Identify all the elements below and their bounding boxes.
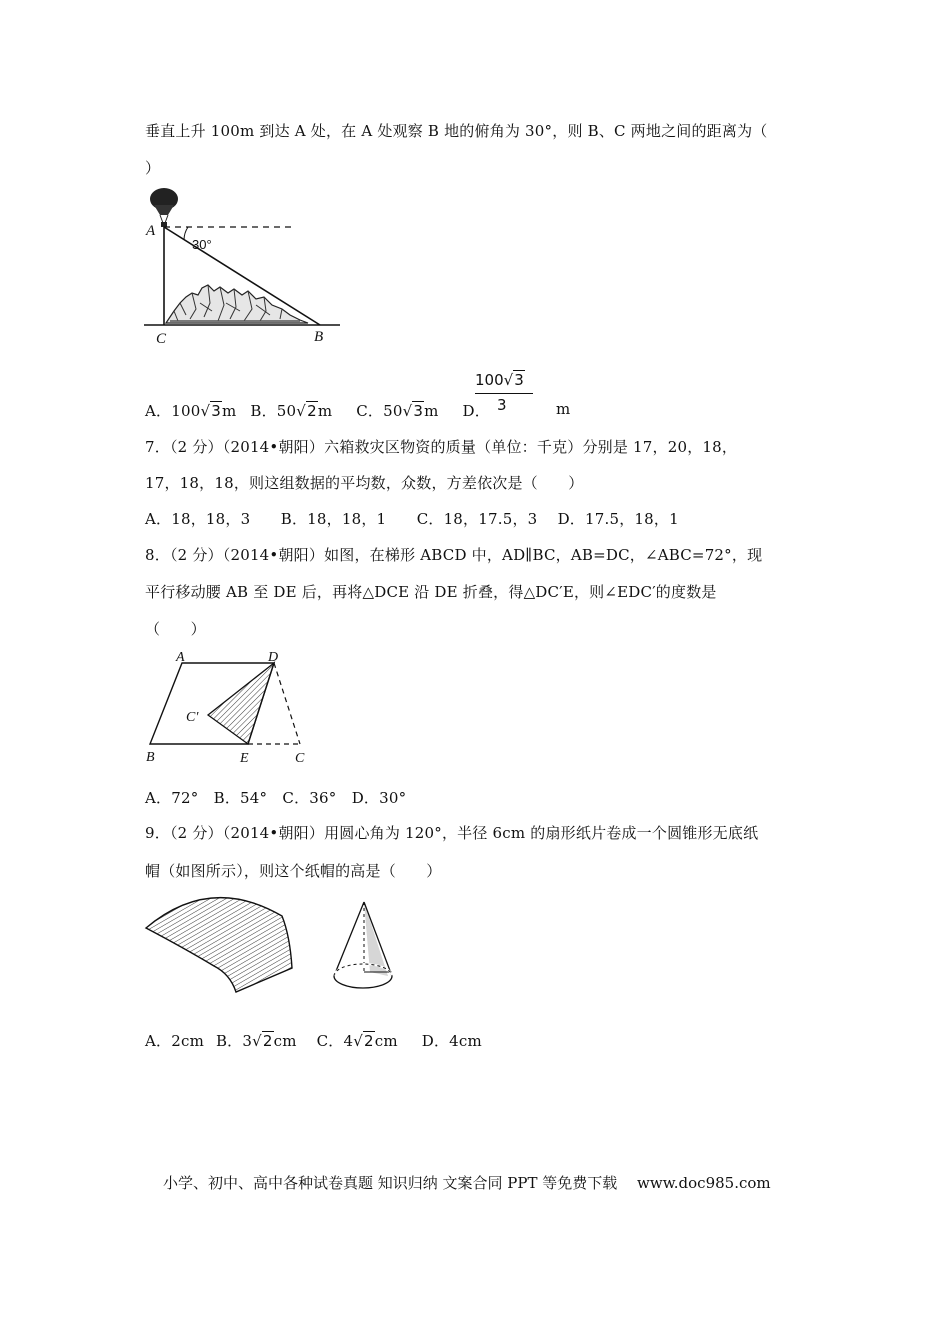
q6-option-a-unit: m	[221, 402, 237, 420]
q9-options	[145, 1030, 482, 1051]
triangle-dc-prime-e	[208, 663, 274, 744]
sqrt-icon: √	[200, 402, 211, 420]
q8-options: A．72° B．54° C．36° D．30°	[145, 789, 407, 807]
q9-option-c-rad: 2	[364, 1032, 374, 1050]
q8-line1: 8．（2 分）（2014•朝阳）如图，在梯形 ABCD 中，AD∥BC，AB=DC，∠ABC=72°，现	[145, 546, 763, 564]
q6-option-c-rad: 3	[413, 402, 424, 420]
q6-option-a-coef: 100	[171, 402, 201, 420]
q6-option-d-label: D．	[462, 402, 490, 420]
q9-option-c-coef: 4	[343, 1032, 354, 1050]
sqrt-icon: √	[296, 402, 307, 420]
q6-option-c-unit: m	[424, 402, 439, 420]
label-c: C	[295, 751, 305, 766]
label-c: C	[156, 331, 167, 347]
q6-option-a-label: A．	[145, 402, 172, 420]
q7-line2: 17，18，18，则这组数据的平均数，众数，方差依次是（ ）	[145, 474, 584, 492]
q6-option-c-label: C．	[356, 402, 384, 420]
q9-line1: 9．（2 分）（2014•朝阳）用圆心角为 120°，半径 6cm 的扇形纸片卷成一个圆锥形无底纸	[145, 824, 759, 842]
q6-option-d-num: 100	[475, 371, 504, 389]
sqrt-icon: √	[252, 1032, 262, 1050]
sqrt-icon: √	[402, 402, 413, 420]
q9-figure	[140, 888, 400, 1000]
sqrt-icon: √	[353, 1032, 364, 1050]
balloon-icon	[150, 188, 178, 227]
q9-option-b-label: B．	[215, 1032, 243, 1050]
q6-option-c-coef: 50	[383, 402, 403, 420]
angle-label: 30°	[192, 237, 212, 252]
q6-figure	[140, 185, 360, 355]
q6-option-b-rad: 2	[307, 402, 317, 420]
label-a: A	[146, 223, 156, 239]
label-b: B	[314, 329, 324, 345]
sector-shape	[146, 898, 292, 992]
q7-line1: 7．（2 分）（2014•朝阳）六箱救灾区物资的质量（单位：千克）分别是 17，20，18，	[145, 438, 738, 456]
segment-dc-dashed	[274, 663, 300, 744]
label-c-prime: C′	[186, 710, 199, 725]
q9-option-d: D．4cm	[421, 1032, 482, 1050]
q9-option-c-label: C．	[316, 1032, 344, 1050]
q6-option-d-rad: 3	[514, 371, 524, 389]
q6-option-d-den: 3	[497, 396, 507, 414]
q8-line2: 平行移动腰 AB 至 DE 后，再将△DCE 沿 DE 折叠，得△DC′E，则∠EDC′的度数是	[145, 583, 717, 601]
q6-options	[145, 400, 490, 421]
label-b: B	[146, 750, 155, 765]
q6-option-d-unit: m	[556, 400, 571, 418]
q6-text-line2: ）	[145, 159, 161, 177]
q6-text-line1: 垂直上升 100m 到达 A 处，在 A 处观察 B 地的俯角为 30°，则 B、C 两地之间的距离为（	[145, 122, 768, 140]
sqrt-icon: √	[503, 371, 514, 389]
q7-options: A．18，18，3 B．18，18，1 C．18，17.5，3 D．17.5，18，1	[145, 510, 679, 528]
q6-option-b-unit: m	[317, 402, 333, 420]
q8-line3: （ ）	[145, 620, 206, 638]
q9-option-b-unit: cm	[273, 1032, 297, 1050]
q8-figure	[140, 645, 320, 770]
cone-shape	[334, 902, 392, 988]
q6-option-a-rad: 3	[211, 402, 221, 420]
q9-option-b-coef: 3	[242, 1032, 253, 1050]
label-e: E	[240, 751, 249, 766]
q6-option-b-label: B．	[250, 402, 277, 420]
q9-line2: 帽（如图所示），则这个纸帽的高是（ ）	[145, 862, 442, 880]
q9-option-b-rad: 2	[262, 1032, 273, 1050]
label-d: D	[268, 650, 279, 665]
q9-option-a: A．2cm	[145, 1032, 205, 1050]
q6-option-b-coef: 50	[276, 402, 297, 420]
q9-option-c-unit: cm	[374, 1032, 398, 1050]
q6-option-d-fraction	[475, 371, 535, 417]
label-a: A	[176, 650, 185, 665]
page-footer: 小学、初中、高中各种试卷真题 知识归纳 文案合同 PPT 等免费下载 www.doc985.com	[163, 1174, 771, 1192]
